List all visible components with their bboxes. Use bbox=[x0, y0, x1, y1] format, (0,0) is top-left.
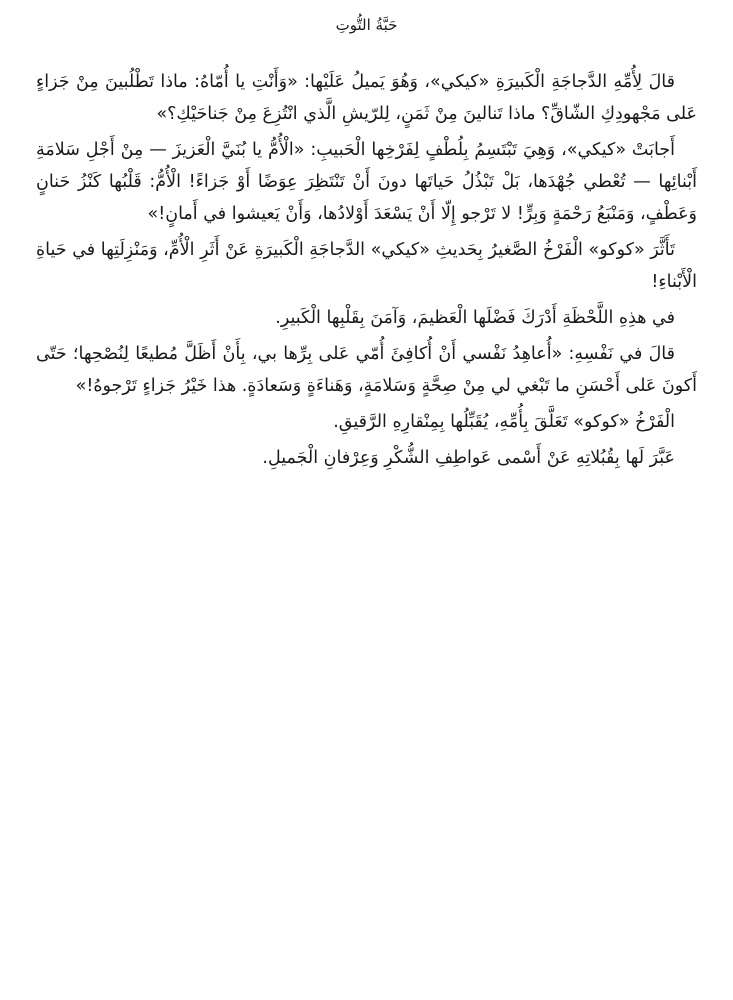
story-body bbox=[36, 66, 697, 474]
paragraph: قالَ في نَفْسِهِ: «أُعاهِدُ نَفْسي أَنْ أُكافِئَ أُمّي عَلى بِرِّها بي، بِأَنْ أَظَلَّ مُطيعًا لِنُصْحِها؛ حَتّى أَكونَ عَلى أَحْسَنِ ما تَبْغي لي مِنْ صِحَّةٍ وَسَلامَةٍ، وَهَناءَةٍ وَسَعادَةٍ. هذا خَيْرُ جَزاءٍ تَرْجوهُ!» bbox=[36, 344, 697, 396]
paragraph: عَبَّرَ لَها بِقُبُلاتِهِ عَنْ أَسْمى عَواطِفِ الشُّكْرِ وَعِرْفانِ الْجَميلِ. bbox=[262, 448, 675, 468]
page-title: حَبَّةُ التُّوتِ bbox=[335, 16, 398, 34]
paragraph: قالَ لِأُمِّهِ الدَّجاجَةِ الْكَبيرَةِ «كيكي»، وَهُوَ يَميلُ عَلَيْها: «وَأَنْتِ يا أُمّاهُ: ماذا تَطْلُبينَ مِنْ جَزاءٍ عَلى مَجْهودِكِ الشّاقِّ؟ ماذا تَنالينَ مِنْ ثَمَنٍ، لِلرّيشِ الَّذي انْتُزِعَ مِنْ جَناحَيْكِ؟» bbox=[36, 72, 697, 124]
paragraph: في هذِهِ اللَّحْظَةِ أَدْرَكَ فَضْلَها الْعَظيمَ، وَآمَنَ بِقَلْبِها الْكَبيرِ. bbox=[275, 308, 675, 328]
paragraph: الْفَرْخُ «كوكو» تَعَلَّقَ بِأُمِّهِ، يُقَبِّلُها بِمِنْقارِهِ الرَّقيقِ. bbox=[333, 412, 675, 432]
paragraph: تَأَثَّرَ «كوكو» الْفَرْخُ الصَّغيرُ بِحَديثِ «كيكي» الدَّجاجَةِ الْكَبيرَةِ عَنْ أَثَرِ الْأُمِّ، وَمَنْزِلَتِها في حَياةِ الْأَبْناءِ! bbox=[36, 240, 697, 292]
paragraph: أَجابَتْ «كيكي»، وَهِيَ تَبْتَسِمُ بِلُطْفٍ لِفَرْخِها الْحَبيبِ: «الْأُمُّ يا بُنَيَّ الْعَزيزَ — مِنْ أَجْلِ سَلامَةِ أَبْنائِها — تُعْطي جُهْدَها، بَلْ تَبْذُلُ حَياتَها دونَ أَنْ تَنْتَظِرَ عِوَضًا أَوْ جَزاءً! الْأُمُّ: قَلْبُها كَنْزُ حَنانٍ وَعَطْفٍ، وَمَنْبَعُ رَحْمَةٍ وَبِرٍّ! لا تَرْجو إِلّا أَنْ يَسْعَدَ أَوْلادُها، وَأَنْ يَعيشوا في أَمانٍ!» bbox=[36, 140, 697, 224]
